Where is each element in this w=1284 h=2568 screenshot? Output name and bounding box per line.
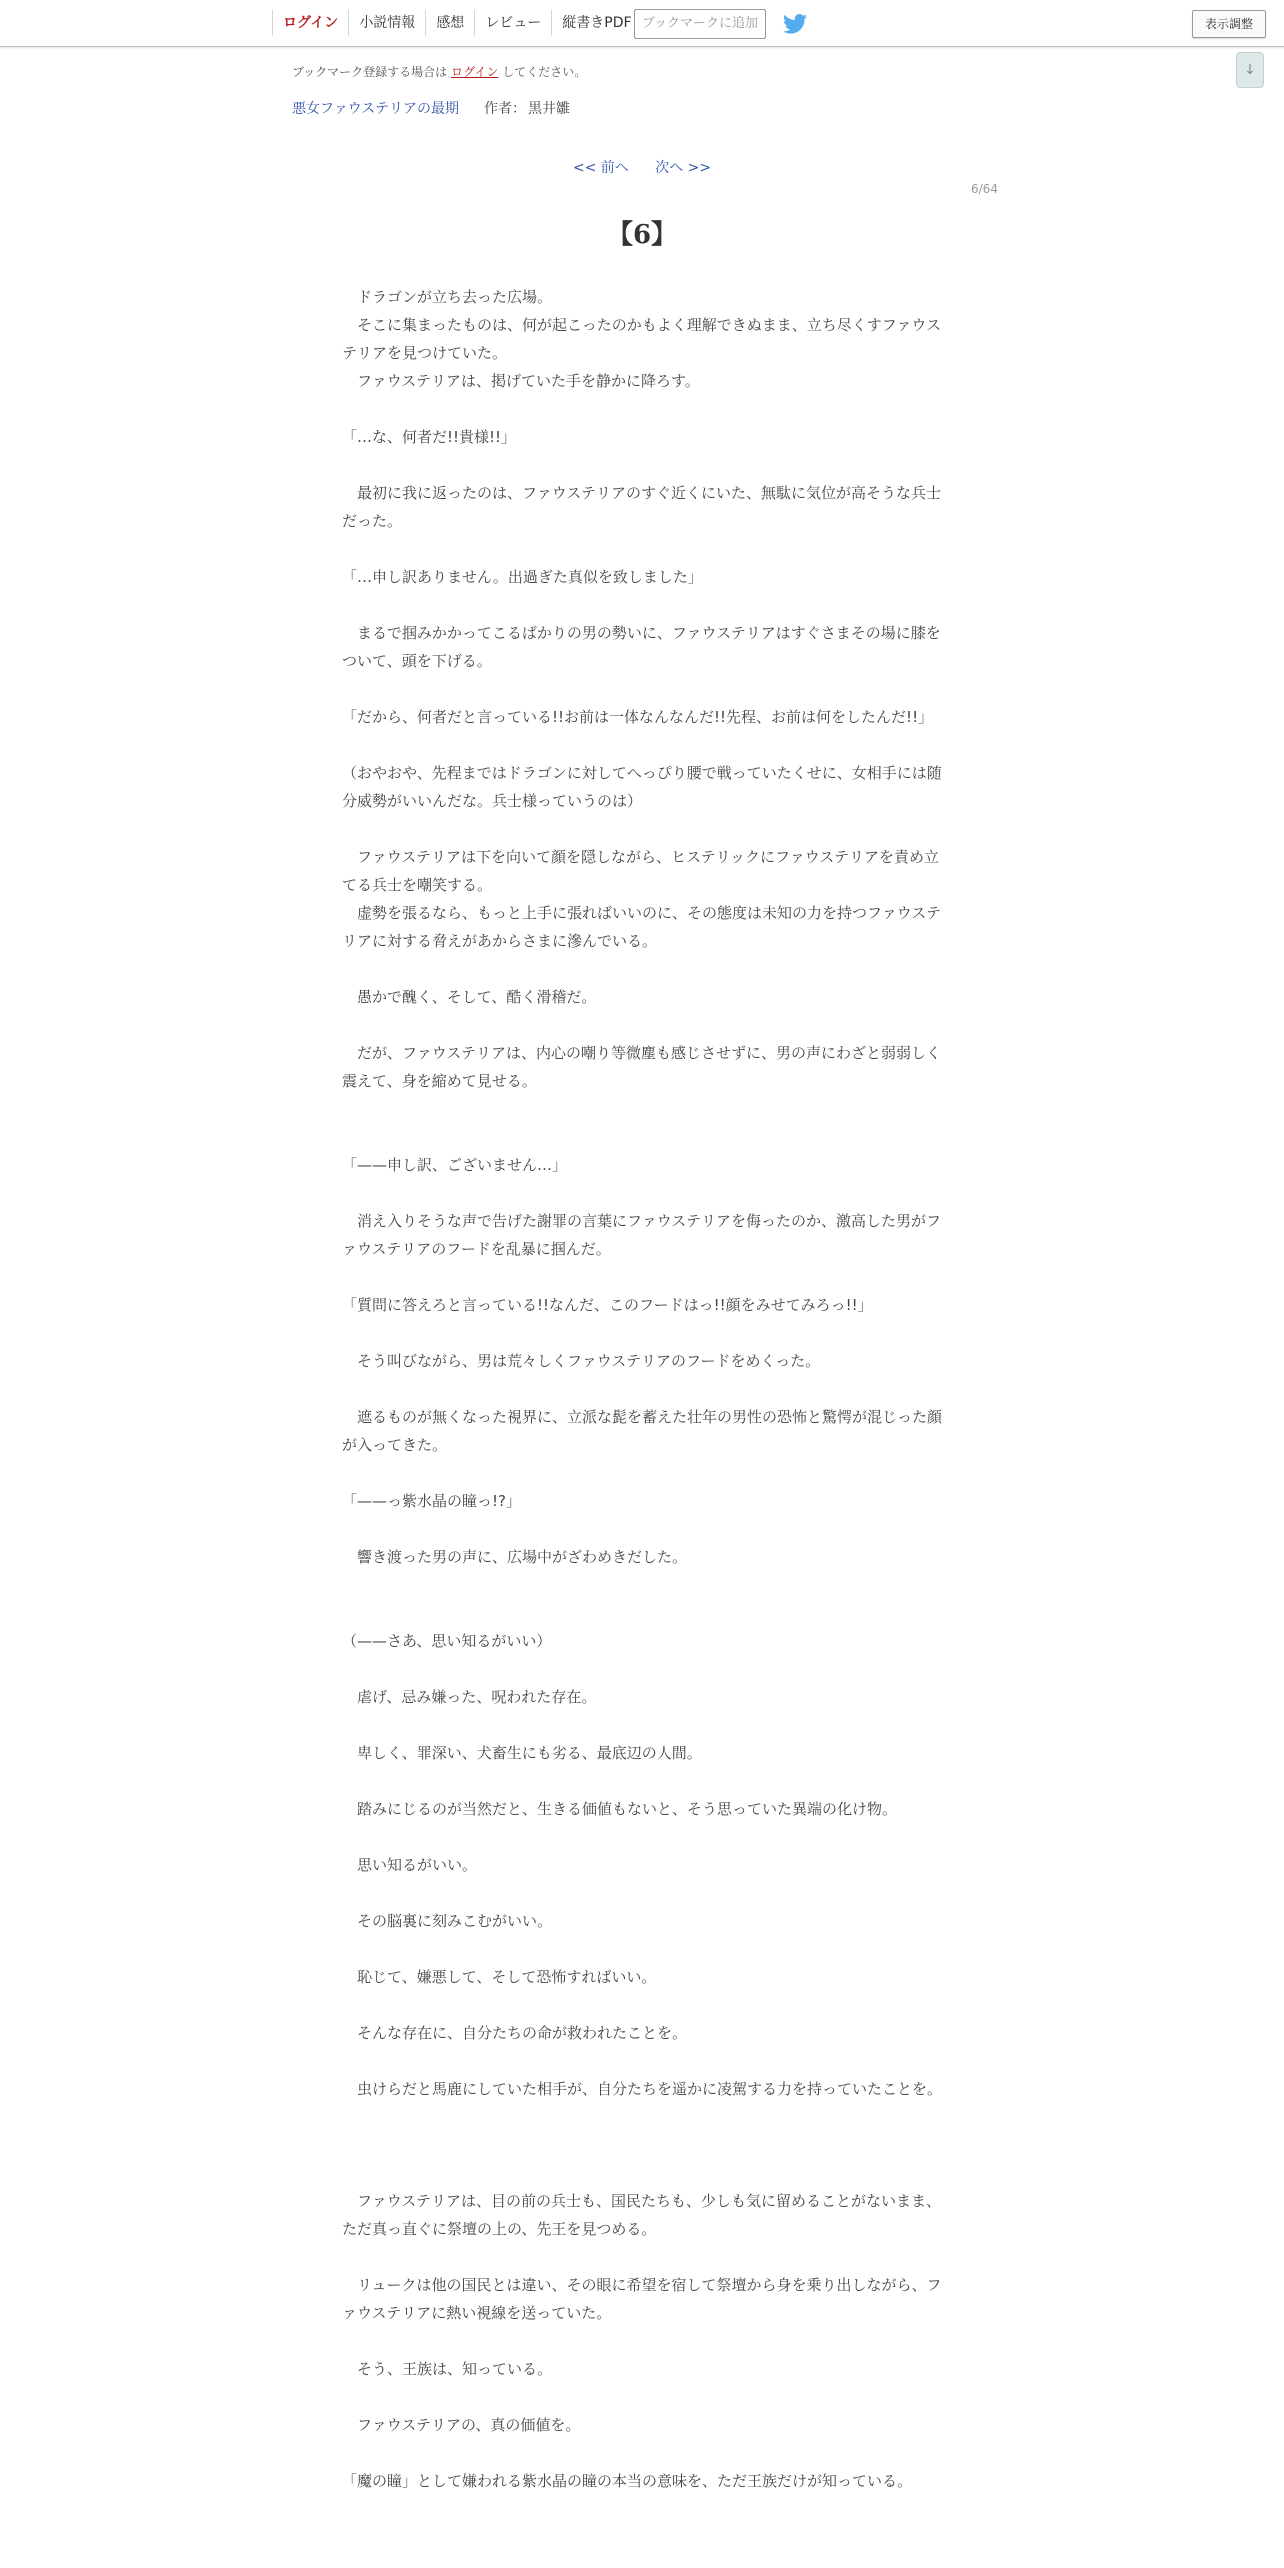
blank-line (342, 2131, 942, 2159)
chapter-pager (0, 157, 1284, 177)
blank-line (342, 1823, 942, 1851)
body-paragraph: 虐げ、忌み嫌った、呪われた存在。 (342, 1688, 597, 1706)
login-notice (292, 63, 586, 80)
body-paragraph: 思い知るがいい。 (342, 1856, 478, 1874)
blank-line (342, 2327, 942, 2355)
body-paragraph: 響き渡った男の声に、広場中がざわめきだした。 (342, 1548, 688, 1566)
nav-links (272, 0, 642, 46)
body-paragraph: ファウステリアは、掲げていた手を静かに降ろす。 (342, 372, 700, 390)
body-paragraph: その脳裏に刻みこむがいい。 (342, 1912, 553, 1930)
blank-line (342, 1375, 942, 1403)
display-settings-button[interactable]: 表示調整 (1192, 10, 1266, 38)
author-name: 黒井雛 (528, 101, 570, 117)
blank-line (342, 1571, 942, 1599)
body-paragraph: ファウステリアは下を向いて顔を隠しながら、ヒステリックにファウステリアを責め立てる兵士を嘲笑する。 (342, 848, 940, 894)
blank-line (342, 1179, 942, 1207)
twitter-bird-icon[interactable] (782, 14, 808, 34)
body-paragraph: 「質問に答えろと言っている!!なんだ、このフードはっ!!顔をみせてみろっ!!」 (342, 1296, 873, 1314)
body-paragraph: 愚かで醜く、そして、酷く滑稽だ。 (342, 988, 597, 1006)
blank-line (342, 1123, 942, 1151)
blank-line (342, 1095, 942, 1123)
body-paragraph: そう叫びながら、男は荒々しくファウステリアのフードをめくった。 (342, 1352, 821, 1370)
add-bookmark-button[interactable]: ブックマークに追加 (634, 9, 766, 39)
novel-body-text (342, 283, 942, 2495)
login-notice-prefix: ブックマーク登録する場合は (292, 65, 448, 79)
body-paragraph: ファウステリアは、目の前の兵士も、国民たちも、少しも気に留めることがないまま、ただ真っ直ぐに祭壇の上の、先王を見つめる。 (342, 2192, 941, 2238)
body-paragraph: だが、ファウステリアは、内心の嘲り等微塵も感じさせずに、男の声にわざと弱弱しく震えて、身を縮めて見せる。 (342, 1044, 941, 1090)
prev-chapter-link[interactable]: << 前へ (572, 160, 629, 176)
scroll-down-button[interactable] (1236, 52, 1264, 88)
blank-line (342, 1515, 942, 1543)
body-paragraph: 虚勢を張るなら、もっと上手に張ればいいのに、その態度は未知の力を持つファウステリアに対する脅えがあからさまに滲んでいる。 (342, 904, 941, 950)
blank-line (342, 1991, 942, 2019)
blank-line (342, 1711, 942, 1739)
blank-line (342, 2159, 942, 2187)
blank-line (342, 731, 942, 759)
body-paragraph: 「——っ紫水晶の瞳っ!?」 (342, 1492, 521, 1510)
nav-review-link[interactable]: レビュー (474, 10, 551, 36)
body-paragraph: 「だから、何者だと言っている!!お前は一体なんなんだ!!先程、お前は何をしたんだ!!」 (342, 708, 934, 726)
blank-line (342, 2047, 942, 2075)
body-paragraph: （——さあ、思い知るがいい） (342, 1632, 552, 1650)
novel-title-link[interactable]: 悪女ファウステリアの最期 (292, 101, 460, 117)
author-label: 作者： (484, 101, 526, 117)
body-paragraph: 虫けらだと馬鹿にしていた相手が、自分たちを遥かに凌駕する力を持っていたことを。 (342, 2080, 943, 2098)
blank-line (342, 1599, 942, 1627)
arrow-down-icon: ↓ (1244, 62, 1256, 78)
body-paragraph: まるで掴みかかってこるばかりの男の勢いに、ファウステリアはすぐさまその場に膝をついて、頭を下げる。 (342, 624, 941, 670)
body-paragraph: ファウステリアの、真の価値を。 (342, 2416, 581, 2434)
blank-line (342, 1935, 942, 1963)
blank-line (342, 2439, 942, 2467)
body-paragraph: 「…な、何者だ!!貴様!!」 (342, 428, 517, 446)
nav-vertical-pdf-link[interactable]: 縦書きPDF (551, 10, 641, 36)
body-paragraph: 消え入りそうな声で告げた謝罪の言葉にファウステリアを侮ったのか、激高した男がファウステリアのフードを乱暴に掴んだ。 (342, 1212, 941, 1258)
blank-line (342, 2243, 942, 2271)
body-paragraph: ドラゴンが立ち去った広場。 (342, 288, 553, 306)
blank-line (342, 451, 942, 479)
blank-line (342, 815, 942, 843)
nav-impressions-link[interactable]: 感想 (425, 10, 474, 36)
login-notice-suffix: してください。 (502, 65, 587, 79)
blank-line (342, 2383, 942, 2411)
author-line (484, 98, 570, 118)
body-paragraph: リュークは他の国民とは違い、その眼に希望を宿して祭壇から身を乗り出しながら、ファウステリアに熱い視線を送っていた。 (342, 2276, 942, 2322)
body-paragraph: 卑しく、罪深い、犬畜生にも劣る、最底辺の人間。 (342, 1744, 702, 1762)
blank-line (342, 2103, 942, 2131)
blank-line (342, 1879, 942, 1907)
blank-line (342, 1263, 942, 1291)
nav-novel-info-link[interactable]: 小説情報 (348, 10, 425, 36)
body-paragraph: そんな存在に、自分たちの命が救われたことを。 (342, 2024, 688, 2042)
blank-line (342, 1655, 942, 1683)
page-count: 6/64 (971, 182, 998, 196)
body-paragraph: そう、王族は、知っている。 (342, 2360, 553, 2378)
body-paragraph: 恥じて、嫌悪して、そして恐怖すればいい。 (342, 1968, 657, 1986)
blank-line (342, 395, 942, 423)
body-paragraph: 踏みにじるのが当然だと、生きる価値もないと、そう思っていた異端の化け物。 (342, 1800, 898, 1818)
body-paragraph: 遮るものが無くなった視界に、立派な髭を蓄えた壮年の男性の恐怖と驚愕が混じった顔が入ってきた。 (342, 1408, 943, 1454)
blank-line (342, 1319, 942, 1347)
blank-line (342, 955, 942, 983)
next-chapter-link[interactable]: 次へ >> (655, 160, 712, 176)
blank-line (342, 591, 942, 619)
body-paragraph: 最初に我に返ったのは、ファウステリアのすぐ近くにいた、無駄に気位が高そうな兵士だった。 (342, 484, 941, 530)
nav-login-link[interactable]: ログイン (272, 10, 348, 36)
body-paragraph: 「魔の瞳」として嫌われる紫水晶の瞳の本当の意味を、ただ王族だけが知っている。 (342, 2472, 913, 2490)
blank-line (342, 1011, 942, 1039)
blank-line (342, 1459, 942, 1487)
chapter-title: 【6】 (606, 220, 678, 250)
login-notice-link[interactable]: ログイン (451, 65, 499, 79)
body-paragraph: （おやおや、先程まではドラゴンに対してへっぴり腰で戦っていたくせに、女相手には随分威勢がいいんだな。兵士様っていうのは） (342, 764, 942, 810)
blank-line (342, 675, 942, 703)
top-navigation-bar (0, 0, 1284, 47)
body-paragraph: 「——申し訳、ございません…」 (342, 1156, 568, 1174)
blank-line (342, 1767, 942, 1795)
blank-line (342, 535, 942, 563)
body-paragraph: そこに集まったものは、何が起こったのかもよく理解できぬまま、立ち尽くすファウステリアを見つけていた。 (342, 316, 941, 362)
body-paragraph: 「…申し訳ありません。出過ぎた真似を致しました」 (342, 568, 703, 586)
